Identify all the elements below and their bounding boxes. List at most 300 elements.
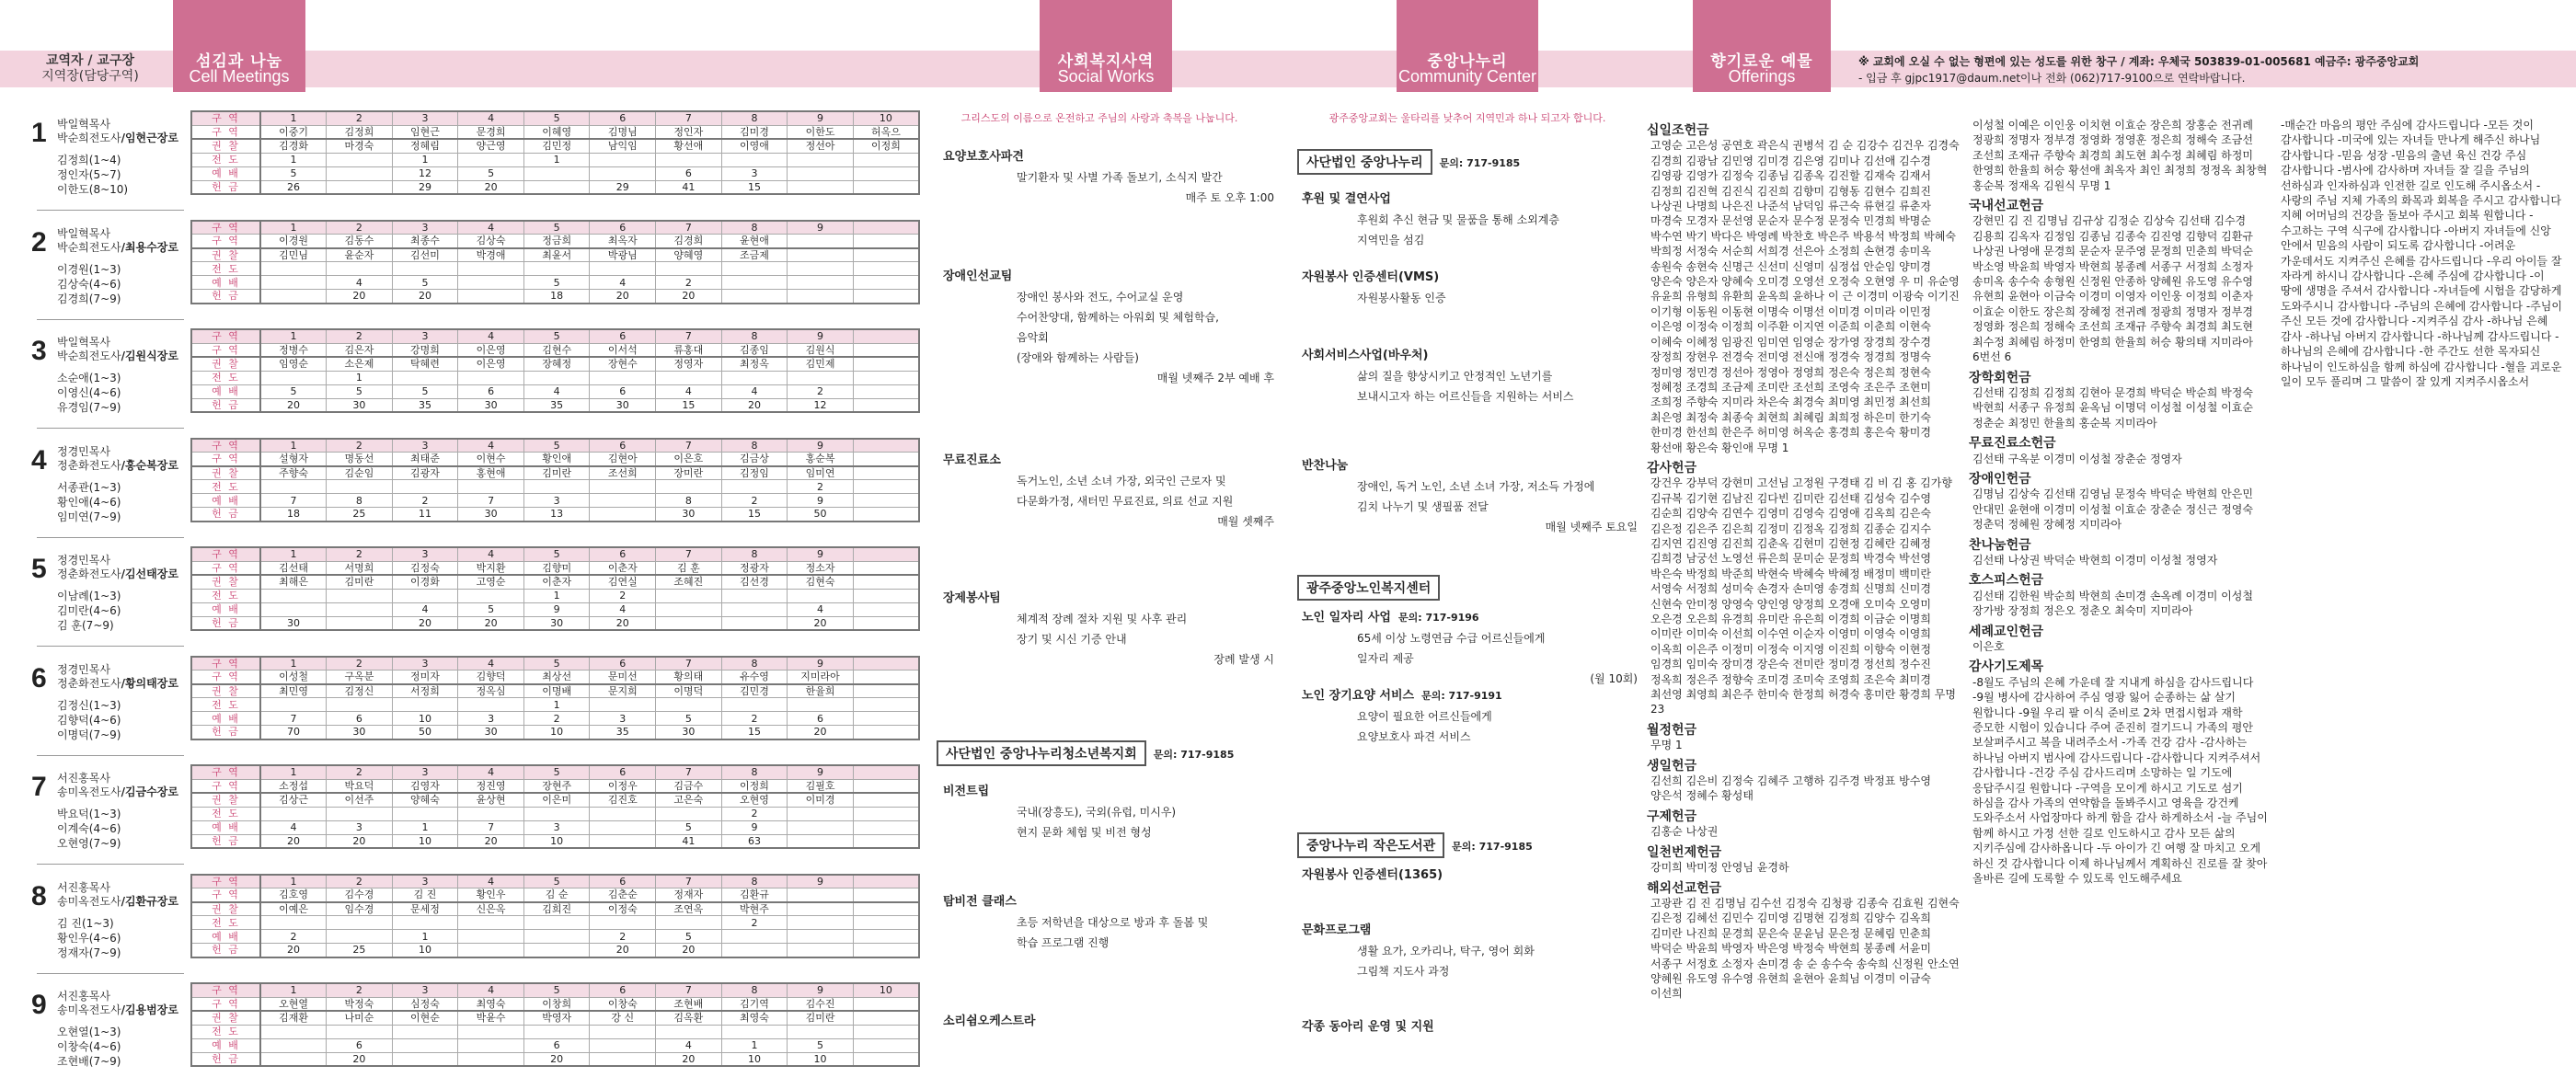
youth-item-desc2: 현지 문화 체험 및 비전 형성	[1017, 826, 1152, 839]
roll-cell: 20	[458, 180, 524, 194]
roll-cell: 6	[788, 712, 854, 726]
roll-cell	[788, 834, 854, 848]
roll-row-label: 예 배	[191, 494, 260, 508]
roll-cell	[788, 902, 854, 916]
roll-cell: 20	[392, 290, 458, 304]
roll-header-cell: 5	[523, 111, 590, 125]
roll-header-cell: 10	[853, 983, 919, 997]
roll-cell: 25	[327, 944, 393, 957]
roll-cell: 김수진	[788, 997, 854, 1011]
roll-row-label: 예 배	[191, 602, 260, 616]
roll-row-offering	[191, 616, 919, 630]
roll-cell: 김정임	[721, 466, 788, 480]
roll-cell: 서정희	[392, 684, 458, 698]
roll-table	[190, 220, 920, 304]
roll-row-label: 헌 금	[191, 616, 260, 630]
roll-cell: 신은옥	[458, 902, 524, 916]
roll-header-label: 구 역	[191, 983, 260, 997]
roll-cell	[853, 589, 919, 602]
roll-row-evan	[191, 916, 919, 930]
roll-cell	[853, 1025, 919, 1038]
group-pastor: 서진홍목사	[57, 772, 110, 785]
group-members	[57, 698, 177, 742]
social-item-desc4: (장애와 함께하는 사람들)	[1017, 351, 1139, 364]
tab-community-center-korean: 중앙나누리	[1427, 52, 1508, 71]
roll-header-cell: 2	[327, 875, 393, 888]
group-member: 김 진(1~3)	[57, 916, 114, 930]
social-item-title: 요양보호사파견	[943, 150, 1024, 164]
roll-cell: 1	[523, 698, 590, 712]
roll-header-cell: 4	[458, 439, 524, 453]
group-pastor: 정경민목사	[57, 554, 110, 567]
community-item-title-line	[1302, 267, 1638, 288]
roll-cell: 최영숙	[721, 1011, 788, 1025]
roll-row-leader	[191, 575, 919, 589]
roll-cell	[853, 916, 919, 930]
roll-cell: 김경희	[656, 235, 722, 248]
roll-cell: 정혜림	[392, 139, 458, 153]
roll-row-label: 전 도	[191, 807, 260, 820]
community-item	[1302, 685, 1638, 747]
roll-cell: 5	[656, 930, 722, 944]
roll-cell: 이정희	[853, 139, 919, 153]
offerings-column-3	[2277, 118, 2567, 389]
roll-header-cell: 1	[260, 657, 327, 671]
roll-cell: 김선경	[721, 575, 788, 589]
roll-cell: 2	[656, 276, 722, 290]
community-item-title: 자원봉사 인증센터(VMS)	[1302, 270, 1440, 284]
roll-cell: 김향덕	[458, 671, 524, 684]
offering-names: 고광관 김 진 김명님 김수선 김정숙 김청광 김종숙 김효원 김현숙 김은정 김혜선 김민수 김미영 김명현 김정희 김양수 김옥희 김미란 나진희 문경희 문은숙 문윤님 문은정 문혜림 민춘희 박덕순 박윤희 박영자 박은영 박정숙 박현희 봉종례 서윤미 서종구 서정호 소정자 손미경 송 순 송수숙 송숙희 신정원 안소연 양혜원 유도영 유수영 유현희 윤현아 윤희님 이경미 이금숙 이선희	[1650, 896, 1960, 1001]
roll-cell: 29	[392, 180, 458, 194]
roll-row-leader	[191, 139, 919, 153]
roll-cell: 6	[590, 384, 656, 398]
roll-row-label: 헌 금	[191, 944, 260, 957]
roll-header-cell: 8	[721, 875, 788, 888]
roll-header-cell: 9	[788, 765, 854, 779]
community-section-header	[1297, 832, 1638, 858]
roll-cell: 박광님	[590, 248, 656, 262]
roll-cell	[721, 589, 788, 602]
group-pastors	[57, 336, 195, 363]
roll-cell: 4	[392, 602, 458, 616]
youth-item-desc: 초등 저학년을 대상으로 방과 후 돌봄 및	[1017, 916, 1209, 929]
roll-header-row	[191, 983, 919, 997]
roll-cell: 1	[523, 153, 590, 166]
group-pastor: 서진홍목사	[57, 880, 110, 894]
roll-row-leader	[191, 902, 919, 916]
roll-cell: 이정숙	[590, 902, 656, 916]
group-evangelist-line	[57, 350, 195, 363]
roll-row-label: 예 배	[191, 276, 260, 290]
roll-cell: 12	[392, 166, 458, 180]
roll-cell: 한율희	[788, 684, 854, 698]
social-item	[943, 451, 1274, 532]
group-member: 정재자(7~9)	[57, 946, 121, 959]
roll-row-label: 권 찰	[191, 902, 260, 916]
group-leader: /김환규장로	[121, 894, 178, 908]
roll-header-label: 구 역	[191, 329, 260, 343]
offering-title: 국내선교헌금	[1969, 199, 2044, 214]
roll-cell	[392, 480, 458, 494]
roll-cell: 2	[392, 494, 458, 508]
group-member: 소순애(1~3)	[57, 372, 121, 384]
roll-cell	[590, 1025, 656, 1038]
roll-cell	[523, 944, 590, 957]
roll-cell: 정옥심	[458, 684, 524, 698]
roll-table	[190, 110, 920, 195]
roll-row-label: 전 도	[191, 371, 260, 384]
roll-header-cell: 6	[590, 439, 656, 453]
roll-table	[190, 874, 920, 958]
roll-row-region	[191, 779, 919, 793]
roll-cell	[327, 616, 393, 630]
roll-cell: 9	[523, 602, 590, 616]
offering-title: 월정헌금	[1647, 722, 1697, 738]
roll-cell	[590, 153, 656, 166]
roll-cell	[458, 262, 524, 276]
roll-cell: 정인자	[656, 125, 722, 139]
roll-row-offering	[191, 726, 919, 739]
group-pastor: 정경민목사	[57, 662, 110, 676]
community-item-desc2: 보내시고자 하는 어르신들을 지원하는 서비스	[1357, 390, 1574, 403]
roll-cell: 15	[721, 726, 788, 739]
roll-cell	[853, 480, 919, 494]
roll-header-cell	[853, 875, 919, 888]
offering-names: 김선희 김은비 김정숙 김혜주 고행하 김주경 박정표 방수영 양은석 정혜수 황성태	[1650, 774, 1931, 803]
roll-cell: 5	[458, 602, 524, 616]
roll-cell: 김상근	[260, 793, 327, 807]
header-left-line1: 교역자 / 교구장	[45, 53, 134, 68]
community-item-desc: 생활 요가, 오카리나, 탁구, 영어 회화	[1357, 945, 1535, 957]
roll-cell: 윤순자	[327, 248, 393, 262]
roll-cell	[721, 262, 788, 276]
roll-row-label: 권 찰	[191, 466, 260, 480]
roll-header-cell: 10	[853, 111, 919, 125]
roll-cell: 20	[656, 1052, 722, 1066]
roll-cell: 김동수	[327, 235, 393, 248]
roll-cell: 김종임	[721, 343, 788, 357]
group-divider	[37, 428, 184, 429]
roll-header-cell: 5	[523, 439, 590, 453]
roll-header-cell: 2	[327, 221, 393, 235]
group-member: 정인자(5~7)	[57, 168, 121, 181]
roll-cell	[590, 480, 656, 494]
roll-row-leader	[191, 793, 919, 807]
roll-row-label: 권 찰	[191, 684, 260, 698]
community-item-when: (월 10회)	[1590, 672, 1638, 685]
roll-cell: 10	[523, 726, 590, 739]
roll-header-row	[191, 329, 919, 343]
roll-cell: 황인우	[458, 888, 524, 902]
community-item-title: 노인 장기요양 서비스	[1302, 689, 1415, 703]
roll-cell: 김민님	[260, 248, 327, 262]
roll-header-cell: 1	[260, 111, 327, 125]
roll-cell	[458, 930, 524, 944]
roll-cell: 3	[590, 712, 656, 726]
roll-cell: 9	[721, 820, 788, 834]
roll-cell	[656, 698, 722, 712]
roll-cell: 35	[523, 398, 590, 412]
roll-cell: 이성철	[260, 671, 327, 684]
tab-social-works-korean: 사회복지사역	[1057, 52, 1155, 71]
roll-header-cell	[853, 547, 919, 561]
roll-cell	[853, 561, 919, 575]
roll-cell: 김원식	[788, 343, 854, 357]
roll-row-worship	[191, 494, 919, 508]
roll-cell: 70	[260, 726, 327, 739]
roll-cell: 2	[260, 930, 327, 944]
roll-cell: 50	[788, 508, 854, 522]
roll-cell: 장현수	[590, 357, 656, 371]
roll-row-evan	[191, 807, 919, 820]
roll-cell	[656, 807, 722, 820]
group-evangelist-line	[57, 132, 195, 145]
roll-cell: 설형자	[260, 453, 327, 466]
roll-header-cell: 3	[392, 875, 458, 888]
group-leader: /김선태장로	[121, 567, 178, 580]
roll-row-label: 권 찰	[191, 1011, 260, 1025]
group-pastor: 박일혁목사	[57, 118, 110, 131]
roll-cell: 4	[788, 602, 854, 616]
youth-item-title: 소리쉼오케스트라	[943, 1014, 1036, 1028]
roll-header-row	[191, 439, 919, 453]
group-member: 오현영(7~9)	[57, 837, 121, 850]
offerings-column-1	[1647, 118, 1960, 1002]
roll-header-row	[191, 111, 919, 125]
roll-cell: 김상숙	[458, 235, 524, 248]
roll-header-cell: 9	[788, 329, 854, 343]
roll-cell	[788, 290, 854, 304]
roll-cell: 최상선	[523, 671, 590, 684]
roll-header-cell: 1	[260, 983, 327, 997]
roll-cell	[392, 807, 458, 820]
roll-cell: 4	[260, 820, 327, 834]
roll-cell	[590, 1038, 656, 1052]
roll-cell: 이정희	[721, 779, 788, 793]
roll-header-cell: 7	[656, 983, 722, 997]
social-item-desc: 말기환자 및 사별 가족 돌보기, 소식지 발간	[1017, 171, 1223, 184]
group-pastor: 박일혁목사	[57, 226, 110, 240]
roll-cell: 정병수	[260, 343, 327, 357]
community-section-title: 중앙나누리 작은도서관	[1297, 832, 1444, 858]
roll-header-cell: 4	[458, 657, 524, 671]
group-leader: /김원식장로	[121, 350, 178, 362]
roll-row-label: 예 배	[191, 384, 260, 398]
roll-cell: 20	[590, 944, 656, 957]
roll-cell: 문미선	[590, 671, 656, 684]
roll-header-cell: 1	[260, 875, 327, 888]
roll-cell: 3	[523, 494, 590, 508]
roll-header-cell: 4	[458, 547, 524, 561]
roll-cell: 김 순	[523, 888, 590, 902]
roll-cell: 김필호	[788, 779, 854, 793]
social-item-desc: 장애인 봉사와 전도, 수어교실 운영	[1017, 291, 1184, 304]
roll-row-label: 구 역	[191, 453, 260, 466]
roll-cell: 이창희	[523, 997, 590, 1011]
social-item-desc: 체계적 장례 절차 지원 및 사후 관리	[1017, 613, 1188, 625]
roll-header-cell: 3	[392, 111, 458, 125]
roll-row-leader	[191, 357, 919, 371]
roll-cell: 김정신	[327, 684, 393, 698]
roll-cell	[260, 698, 327, 712]
roll-cell: 20	[260, 834, 327, 848]
roll-row-label: 권 찰	[191, 248, 260, 262]
group-member: 오현열(1~3)	[57, 1026, 121, 1038]
roll-cell: 30	[327, 398, 393, 412]
roll-cell	[788, 371, 854, 384]
roll-header-label: 구 역	[191, 765, 260, 779]
roll-header-cell: 6	[590, 983, 656, 997]
roll-cell	[656, 916, 722, 930]
roll-cell: 10	[392, 944, 458, 957]
roll-header-cell: 1	[260, 547, 327, 561]
roll-row-label: 예 배	[191, 930, 260, 944]
roll-header-cell: 2	[327, 439, 393, 453]
offering-title: 장애인헌금	[1969, 471, 2031, 487]
roll-cell: 5	[260, 384, 327, 398]
roll-cell: 41	[656, 834, 722, 848]
roll-cell: 1	[392, 153, 458, 166]
roll-cell	[853, 698, 919, 712]
roll-row-label: 구 역	[191, 888, 260, 902]
roll-cell: 18	[260, 508, 327, 522]
roll-header-cell: 7	[656, 657, 722, 671]
roll-cell: 소은제	[327, 357, 393, 371]
roll-cell	[458, 1052, 524, 1066]
roll-cell: 박정숙	[327, 997, 393, 1011]
roll-cell: 3	[523, 820, 590, 834]
roll-cell	[392, 916, 458, 930]
roll-row-worship	[191, 820, 919, 834]
roll-cell	[260, 1038, 327, 1052]
tab-community-center-english: Community Center	[1397, 67, 1537, 86]
roll-cell: 김민경	[721, 684, 788, 698]
cell-group	[0, 654, 193, 755]
roll-cell: 10	[788, 1052, 854, 1066]
roll-cell: 20	[327, 834, 393, 848]
roll-cell: 이중기	[260, 125, 327, 139]
roll-row-label: 권 찰	[191, 139, 260, 153]
roll-cell: 고은숙	[656, 793, 722, 807]
roll-cell	[458, 807, 524, 820]
roll-cell: 이영애	[721, 139, 788, 153]
roll-row-label: 구 역	[191, 561, 260, 575]
roll-cell	[788, 916, 854, 930]
group-member: 이한도(8~10)	[57, 183, 129, 196]
roll-cell: 2	[721, 494, 788, 508]
roll-cell	[327, 589, 393, 602]
roll-cell	[458, 371, 524, 384]
cell-group	[0, 436, 193, 537]
roll-cell	[590, 508, 656, 522]
group-number: 7	[31, 772, 47, 802]
roll-cell	[788, 276, 854, 290]
group-member: 김정희(1~4)	[57, 154, 121, 166]
roll-cell	[853, 616, 919, 630]
roll-cell: 김 진	[392, 888, 458, 902]
roll-cell	[260, 1025, 327, 1038]
roll-cell: 2	[788, 384, 854, 398]
roll-header-row	[191, 657, 919, 671]
roll-cell: 63	[721, 834, 788, 848]
roll-cell: 20	[656, 944, 722, 957]
roll-cell: 남익임	[590, 139, 656, 153]
roll-cell	[788, 589, 854, 602]
roll-header-row	[191, 765, 919, 779]
roll-cell	[327, 1025, 393, 1038]
community-item-title-line	[1302, 865, 1638, 886]
roll-header-cell: 5	[523, 765, 590, 779]
community-item-title: 각종 동아리 운영 및 지원	[1302, 1020, 1434, 1034]
roll-header-cell: 3	[392, 765, 458, 779]
community-item-title: 노인 일자리 사업	[1302, 611, 1391, 625]
community-item-when: 매월 넷째주 토요일	[1545, 521, 1638, 533]
group-evangelist-line	[57, 785, 195, 799]
roll-cell	[788, 248, 854, 262]
roll-cell: 3	[458, 712, 524, 726]
roll-cell: 김선미	[392, 248, 458, 262]
roll-cell	[260, 589, 327, 602]
roll-header-cell	[853, 221, 919, 235]
roll-row-label: 구 역	[191, 343, 260, 357]
community-item	[1302, 267, 1638, 308]
roll-row-offering	[191, 180, 919, 194]
roll-cell: 1	[523, 589, 590, 602]
roll-cell: 이서석	[590, 343, 656, 357]
roll-cell	[853, 820, 919, 834]
roll-header-row	[191, 547, 919, 561]
roll-header-cell: 5	[523, 657, 590, 671]
group-number: 3	[31, 336, 47, 366]
roll-cell: 30	[656, 726, 722, 739]
roll-cell: 5	[260, 166, 327, 180]
roll-cell: 이은영	[458, 357, 524, 371]
community-item	[1302, 345, 1638, 407]
roll-header-cell: 6	[590, 875, 656, 888]
roll-cell	[853, 371, 919, 384]
roll-cell: 15	[721, 508, 788, 522]
roll-cell: 김현아	[590, 453, 656, 466]
community-item-desc: 65세 이상 노령연금 수급 어르신들에게	[1357, 632, 1546, 645]
roll-cell: 20	[327, 1052, 393, 1066]
group-evangelist: 정춘화전도사	[57, 567, 121, 580]
roll-cell: 18	[523, 290, 590, 304]
roll-row-worship	[191, 930, 919, 944]
roll-cell	[590, 166, 656, 180]
tab-offerings	[1693, 0, 1831, 92]
roll-cell: 4	[590, 276, 656, 290]
group-evangelist: 송미옥전도사	[57, 1003, 121, 1016]
group-pastors	[57, 990, 195, 1017]
roll-cell: 박영자	[523, 1011, 590, 1025]
youth-item-desc: 국내(장흥도), 국외(유럽, 미시우)	[1017, 806, 1177, 819]
roll-cell: 4	[656, 384, 722, 398]
roll-cell	[458, 153, 524, 166]
roll-cell: 박윤수	[458, 1011, 524, 1025]
roll-cell: 김미란	[523, 466, 590, 480]
group-member: 임미연(7~9)	[57, 510, 121, 523]
roll-cell: 5	[392, 276, 458, 290]
roll-cell: 최민영	[260, 684, 327, 698]
roll-cell: 10	[523, 834, 590, 848]
group-leader: /홍순복장로	[121, 458, 178, 472]
community-item-title-line	[1302, 920, 1638, 941]
roll-cell: 박경애	[458, 248, 524, 262]
roll-cell: 4	[590, 602, 656, 616]
roll-cell: 이혜영	[523, 125, 590, 139]
group-member: 박요덕(1~3)	[57, 808, 121, 820]
